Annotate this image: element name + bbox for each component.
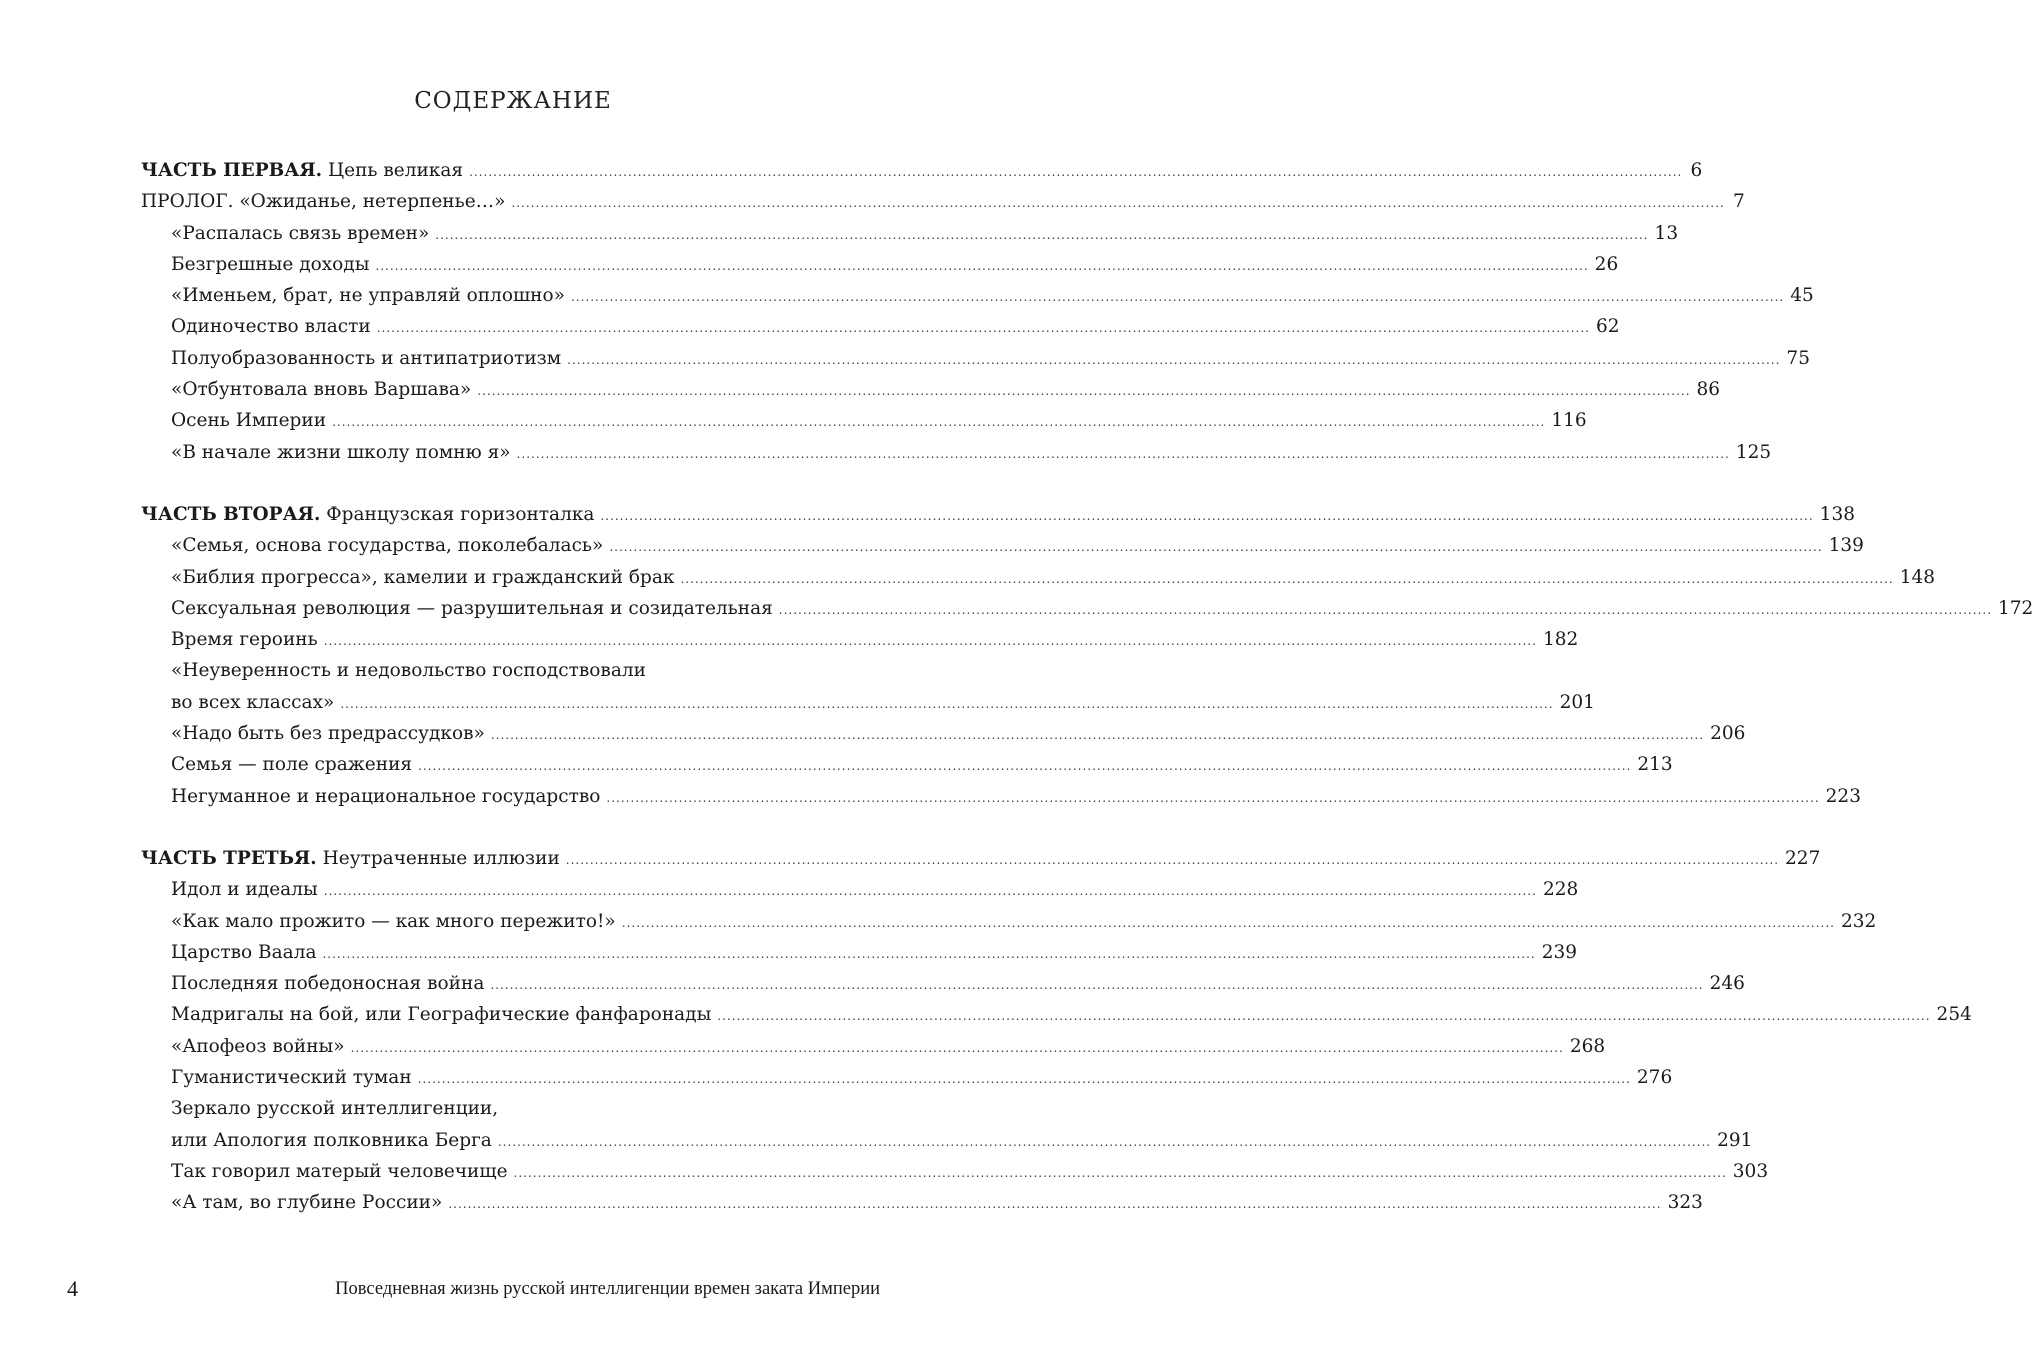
toc-entry[interactable] — [141, 1062, 1673, 1093]
toc-page-number: 323 — [1667, 1192, 1703, 1214]
toc-entry-title: «Именьем, брат, не управляй оплошно» — [171, 285, 565, 307]
toc-entry[interactable] — [141, 343, 1810, 374]
toc-part-title — [141, 499, 594, 530]
toc-part-title — [141, 155, 463, 186]
table-of-contents — [141, 155, 2033, 1219]
toc-entry-title: «Апофеоз войны» — [171, 1035, 345, 1057]
toc-leader-dots — [717, 1001, 1930, 1032]
toc-leader-dots — [332, 407, 1545, 438]
toc-leader-dots — [477, 376, 1690, 407]
toc-entry[interactable] — [141, 687, 1595, 718]
toc-part-label: ЧАСТЬ ВТОРАЯ. — [141, 503, 321, 525]
toc-part-name: Неутраченные иллюзии — [316, 847, 560, 869]
toc-page-number: 86 — [1696, 379, 1721, 401]
toc-page-number: 268 — [1569, 1035, 1606, 1057]
toc-leader-dots — [469, 157, 1682, 188]
toc-entry-title: Сексуальная революция — разрушительная и созидательная — [171, 597, 773, 619]
page-title: СОДЕРЖАНИЕ — [414, 88, 612, 114]
toc-page-number: 206 — [1710, 723, 1746, 745]
toc-page-number: 62 — [1595, 316, 1620, 338]
toc-part-name: Французская горизонталка — [320, 503, 595, 525]
toc-leader-dots — [491, 720, 1704, 751]
toc-entry[interactable] — [141, 249, 1619, 280]
toc-leader-dots — [517, 439, 1730, 470]
toc-entry-title: «Распалась связь времен» — [171, 222, 430, 244]
toc-page-number: 291 — [1717, 1129, 1753, 1151]
toc-entry[interactable] — [141, 311, 1620, 342]
toc-page-number: 232 — [1841, 910, 1877, 932]
toc-leader-dots — [375, 251, 1588, 282]
toc-leader-dots — [600, 501, 1813, 532]
toc-entry[interactable] — [141, 280, 1814, 311]
toc-leader-dots — [514, 1158, 1727, 1189]
toc-leader-dots — [324, 876, 1537, 907]
toc-page-number: 276 — [1636, 1067, 1673, 1089]
toc-leader-dots — [609, 532, 1822, 563]
toc-part-name: Цепь великая — [322, 160, 464, 181]
toc-entry[interactable] — [141, 1093, 841, 1124]
toc-entry[interactable] — [141, 1187, 1703, 1218]
toc-entry-title: «Как мало прожито — как много пережито!» — [171, 910, 616, 932]
toc-page-number: 228 — [1542, 879, 1579, 901]
toc-page-number: 45 — [1790, 285, 1814, 307]
toc-entry-title: «В начале жизни школу помню я» — [171, 441, 511, 463]
toc-entry[interactable] — [141, 437, 1772, 468]
toc-entry[interactable] — [141, 1031, 1606, 1062]
toc-entry[interactable] — [141, 186, 1745, 217]
toc-entry[interactable] — [141, 530, 1864, 561]
toc-entry-title: «Библия прогресса», камелии и гражданский брак — [171, 566, 675, 588]
toc-page-number: 182 — [1542, 629, 1579, 651]
toc-entry-title: Последняя победоносная война — [171, 973, 485, 995]
toc-page-number: 213 — [1637, 754, 1673, 776]
toc-leader-dots — [680, 564, 1893, 595]
toc-entry-title: «Семья, основа государства, поколебалась» — [171, 535, 604, 557]
toc-leader-dots — [418, 1064, 1631, 1095]
toc-leader-dots — [490, 970, 1703, 1001]
toc-entry[interactable] — [141, 624, 1579, 655]
toc-entry-title: во всех классах» — [171, 691, 335, 713]
toc-entry-title: «Надо быть без предрассудков» — [171, 723, 485, 745]
toc-page-number: 116 — [1551, 410, 1587, 432]
toc-entry-title: «А там, во глубине России» — [171, 1192, 443, 1214]
toc-part-title — [141, 843, 560, 874]
toc-page-number: 7 — [1732, 191, 1745, 213]
toc-entry-title: Негуманное и нерациональное государство — [171, 785, 601, 807]
toc-leader-dots — [606, 783, 1819, 814]
toc-entry[interactable] — [141, 906, 1877, 937]
toc-entry-title: Осень Империи — [171, 410, 327, 432]
toc-entry[interactable] — [141, 562, 1936, 593]
toc-page-number: 75 — [1786, 347, 1810, 369]
toc-page-number: 125 — [1735, 441, 1772, 463]
toc-entry[interactable] — [141, 968, 1745, 999]
toc-leader-dots — [567, 345, 1780, 376]
toc-entry-title: Безгрешные доходы — [171, 253, 370, 275]
toc-part-heading[interactable] — [141, 155, 1703, 186]
toc-leader-dots — [340, 689, 1553, 720]
toc-page-number: 139 — [1828, 535, 1864, 557]
toc-part-heading[interactable] — [141, 843, 1821, 874]
part-spacer — [141, 468, 841, 499]
toc-page-number: 227 — [1785, 847, 1821, 869]
toc-leader-dots — [571, 282, 1784, 313]
toc-entry[interactable] — [141, 718, 1746, 749]
toc-entry-title: Идол и идеалы — [171, 879, 318, 901]
toc-leader-dots — [324, 626, 1537, 657]
toc-page-number: 148 — [1899, 566, 1936, 588]
toc-part-label: ЧАСТЬ ПЕРВАЯ. — [141, 160, 323, 181]
toc-page-number: 303 — [1732, 1160, 1769, 1182]
toc-page-number: 6 — [1690, 160, 1703, 181]
toc-entry-title: Царство Ваала — [171, 941, 317, 963]
toc-entry[interactable] — [141, 1125, 1753, 1156]
toc-entry-title: Одиночество власти — [171, 316, 371, 338]
toc-entry[interactable] — [141, 655, 841, 686]
page-number: 4 — [67, 1276, 78, 1301]
toc-entry-title: Гуманистический туман — [171, 1067, 412, 1089]
toc-leader-dots — [511, 188, 1724, 219]
toc-leader-dots — [435, 220, 1648, 251]
toc-entry[interactable] — [141, 749, 1673, 780]
toc-leader-dots — [351, 1033, 1564, 1064]
toc-part-label: ЧАСТЬ ТРЕТЬЯ. — [141, 847, 317, 869]
toc-entry-title: Семья — поле сражения — [171, 754, 413, 776]
toc-page-number: 138 — [1819, 503, 1855, 525]
toc-entry-title: или Апология полковника Берга — [171, 1129, 492, 1151]
toc-leader-dots — [566, 845, 1779, 876]
toc-entry-title: Зеркало русской интеллигенции, — [171, 1098, 499, 1120]
toc-page-number: 201 — [1559, 691, 1595, 713]
toc-entry-title: Так говорил матерый человечище — [171, 1160, 508, 1182]
toc-entry[interactable] — [141, 874, 1579, 905]
toc-page-number: 246 — [1709, 973, 1745, 995]
toc-leader-dots — [448, 1189, 1661, 1220]
toc-entry[interactable] — [141, 593, 2033, 624]
toc-entry[interactable] — [141, 937, 1578, 968]
toc-entry[interactable] — [141, 374, 1721, 405]
toc-entry[interactable] — [141, 781, 1861, 812]
toc-leader-dots — [779, 595, 1992, 626]
toc-page-number: 13 — [1654, 222, 1679, 244]
toc-page-number: 223 — [1825, 785, 1861, 807]
toc-leader-dots — [498, 1127, 1711, 1158]
toc-entry-title: Полуобразованность и антипатриотизм — [171, 347, 562, 369]
toc-page-number: 172 — [1998, 597, 2033, 619]
toc-entry[interactable] — [141, 1156, 1769, 1187]
toc-leader-dots — [322, 939, 1535, 970]
part-spacer — [141, 812, 841, 843]
toc-leader-dots — [377, 313, 1590, 344]
toc-entry-title: «Отбунтовала вновь Варшава» — [171, 379, 472, 401]
toc-page-number: 26 — [1594, 253, 1619, 275]
toc-entry[interactable] — [141, 999, 1972, 1030]
toc-leader-dots — [622, 908, 1835, 939]
running-title: Повседневная жизнь русской интеллигенции времен заката Империи — [335, 1279, 880, 1299]
toc-entry-title: Время героинь — [171, 629, 318, 651]
toc-leader-dots — [418, 751, 1631, 782]
toc-entry-title: «Неуверенность и недовольство господствовали — [171, 660, 646, 682]
toc-entry[interactable] — [141, 218, 1679, 249]
toc-entry[interactable] — [141, 405, 1587, 436]
toc-entry-title: Мадригалы на бой, или Географические фанфаронады — [171, 1004, 712, 1026]
toc-entry-title: ПРОЛОГ. «Ожиданье, нетерпенье…» — [141, 191, 506, 213]
toc-page-number: 254 — [1936, 1004, 1972, 1026]
toc-part-heading[interactable] — [141, 499, 1855, 530]
toc-page-number: 239 — [1541, 941, 1578, 963]
